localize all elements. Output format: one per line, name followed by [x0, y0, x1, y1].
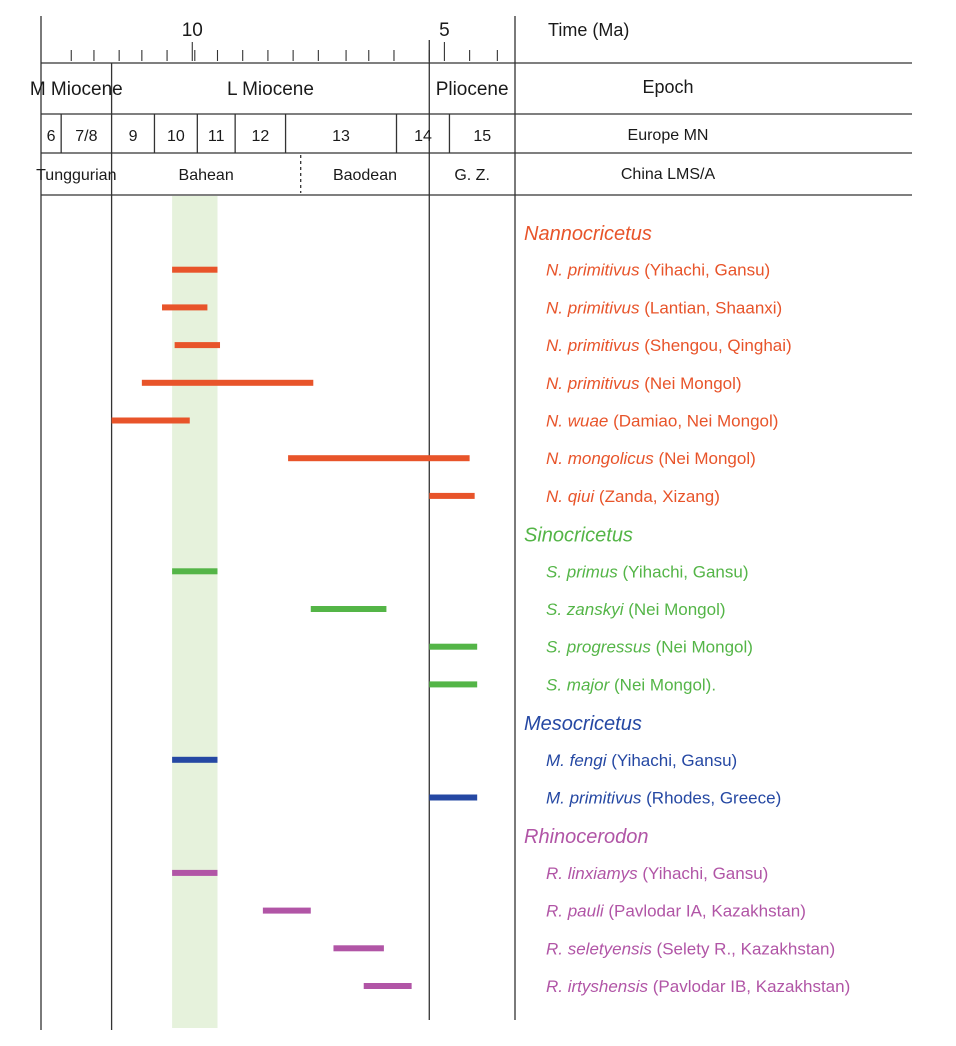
genus-label: Mesocricetus — [524, 713, 642, 736]
species-name: S. major — [546, 675, 610, 695]
zone-labels — [30, 79, 509, 184]
taxon-labels — [524, 223, 850, 996]
highlight-band — [172, 196, 217, 1028]
mn-zone-label: 7/8 — [75, 128, 98, 145]
taxon-label — [546, 298, 782, 317]
time-axis-title: Time (Ma) — [548, 20, 630, 40]
taxon-label — [546, 864, 768, 883]
locality-name: (Nei Mongol). — [609, 675, 717, 695]
range-bar — [162, 304, 207, 310]
range-bar — [333, 945, 383, 951]
range-bar — [429, 493, 474, 499]
range-bar — [429, 644, 477, 650]
species-name: N. primitivus — [546, 336, 640, 356]
time-tick-label: 5 — [439, 20, 450, 41]
species-name: R. irtyshensis — [546, 977, 649, 996]
mn-zone-label: 13 — [332, 128, 350, 145]
range-bar — [429, 795, 477, 801]
range-bar — [288, 455, 470, 461]
taxon-label — [546, 675, 716, 694]
locality-name: (Yihachi, Gansu) — [617, 562, 749, 582]
locality-name: (Pavlodar IB, Kazakhstan) — [648, 977, 851, 996]
locality-name: (Shengou, Qinghai) — [639, 336, 792, 356]
locality-name: (Nei Mongol) — [650, 637, 753, 657]
epoch-label: M Miocene — [29, 79, 123, 100]
china-column-title: China LMS/A — [620, 166, 716, 183]
species-name: N. primitivus — [546, 298, 640, 318]
china-lms-label: Bahean — [178, 167, 234, 184]
mn-zone-label: 12 — [251, 128, 270, 145]
taxon-label — [546, 600, 726, 619]
range-bar — [172, 267, 217, 273]
locality-name: (Yihachi, Gansu) — [611, 750, 738, 770]
taxon-label — [546, 336, 792, 355]
range-bar — [142, 380, 313, 386]
locality-name: (Rhodes, Greece) — [646, 788, 782, 808]
taxon-label — [546, 562, 749, 581]
taxon-label — [546, 412, 778, 431]
species-name: R. seletyensis — [546, 939, 652, 959]
range-bar — [175, 342, 220, 348]
genus-label: Nannocricetus — [524, 223, 652, 245]
mn-zone-label: 14 — [414, 128, 432, 145]
species-name: S. primus — [546, 562, 618, 582]
range-bars — [112, 267, 478, 989]
china-lms-label: G. Z. — [454, 167, 490, 184]
taxon-label — [546, 751, 737, 770]
locality-name: (Pavlodar IA, Kazakhstan) — [608, 901, 806, 921]
locality-name: (Nei Mongol) — [639, 373, 742, 393]
range-bar — [263, 908, 311, 914]
taxon-label — [546, 902, 806, 921]
epoch-label: Pliocene — [435, 79, 509, 100]
taxon-label — [546, 449, 756, 468]
epoch-label: L Miocene — [226, 79, 314, 100]
range-bar — [364, 983, 412, 989]
species-name: N. primitivus — [546, 373, 640, 393]
taxon-label — [546, 261, 770, 280]
species-name: R. pauli — [546, 901, 609, 921]
china-lms-label: Tunggurian — [36, 167, 117, 184]
locality-name: (Zanda, Xizang) — [594, 486, 720, 506]
species-name: N. wuae — [546, 411, 609, 431]
range-bar — [172, 568, 217, 574]
mn-zone-label: 9 — [128, 128, 138, 145]
species-name: M. primitivus — [546, 788, 647, 808]
species-name: N. qiui — [546, 486, 595, 506]
time-tick-label: 10 — [181, 20, 203, 41]
range-bar — [429, 681, 477, 687]
species-name: N. mongolicus — [546, 449, 654, 469]
range-bar — [311, 606, 387, 612]
range-bar — [172, 757, 217, 763]
taxon-label — [546, 487, 720, 506]
locality-name: (Nei Mongol) — [653, 449, 756, 469]
locality-name: (Yihachi, Gansu) — [637, 863, 769, 883]
range-bar — [112, 418, 190, 424]
taxon-label — [546, 374, 742, 393]
locality-name: (Damiao, Nei Mongol) — [608, 411, 779, 431]
mn-zone-label: 6 — [46, 128, 56, 145]
locality-name: (Yihachi, Gansu) — [639, 260, 771, 280]
species-name: N. primitivus — [546, 260, 640, 280]
genus-label: Sinocricetus — [524, 524, 633, 547]
species-name: S. zanskyi — [546, 600, 624, 619]
taxon-label — [546, 789, 781, 808]
species-name: M. fengi — [546, 750, 612, 770]
taxon-label — [546, 939, 835, 958]
time-axis — [71, 20, 497, 61]
locality-name: (Nei Mongol) — [623, 600, 726, 619]
genus-label: Rhinocerodon — [524, 826, 649, 849]
mn-zone-label: 10 — [166, 128, 185, 145]
locality-name: (Selety R., Kazakhstan) — [651, 939, 836, 959]
taxon-label — [546, 638, 753, 657]
mn-column-title: Europe MN — [627, 127, 709, 144]
china-lms-label: Baodean — [332, 167, 398, 184]
mn-zone-label: 11 — [207, 128, 225, 145]
epoch-column-title: Epoch — [642, 77, 694, 97]
species-name: S. progressus — [546, 637, 651, 657]
taxon-label — [546, 977, 850, 996]
mn-zone-label: 15 — [473, 128, 492, 145]
locality-name: (Lantian, Shaanxi) — [639, 298, 783, 318]
range-bar — [172, 870, 217, 876]
highlight-band-layer — [172, 196, 217, 1028]
species-name: R. linxiamys — [546, 863, 638, 883]
